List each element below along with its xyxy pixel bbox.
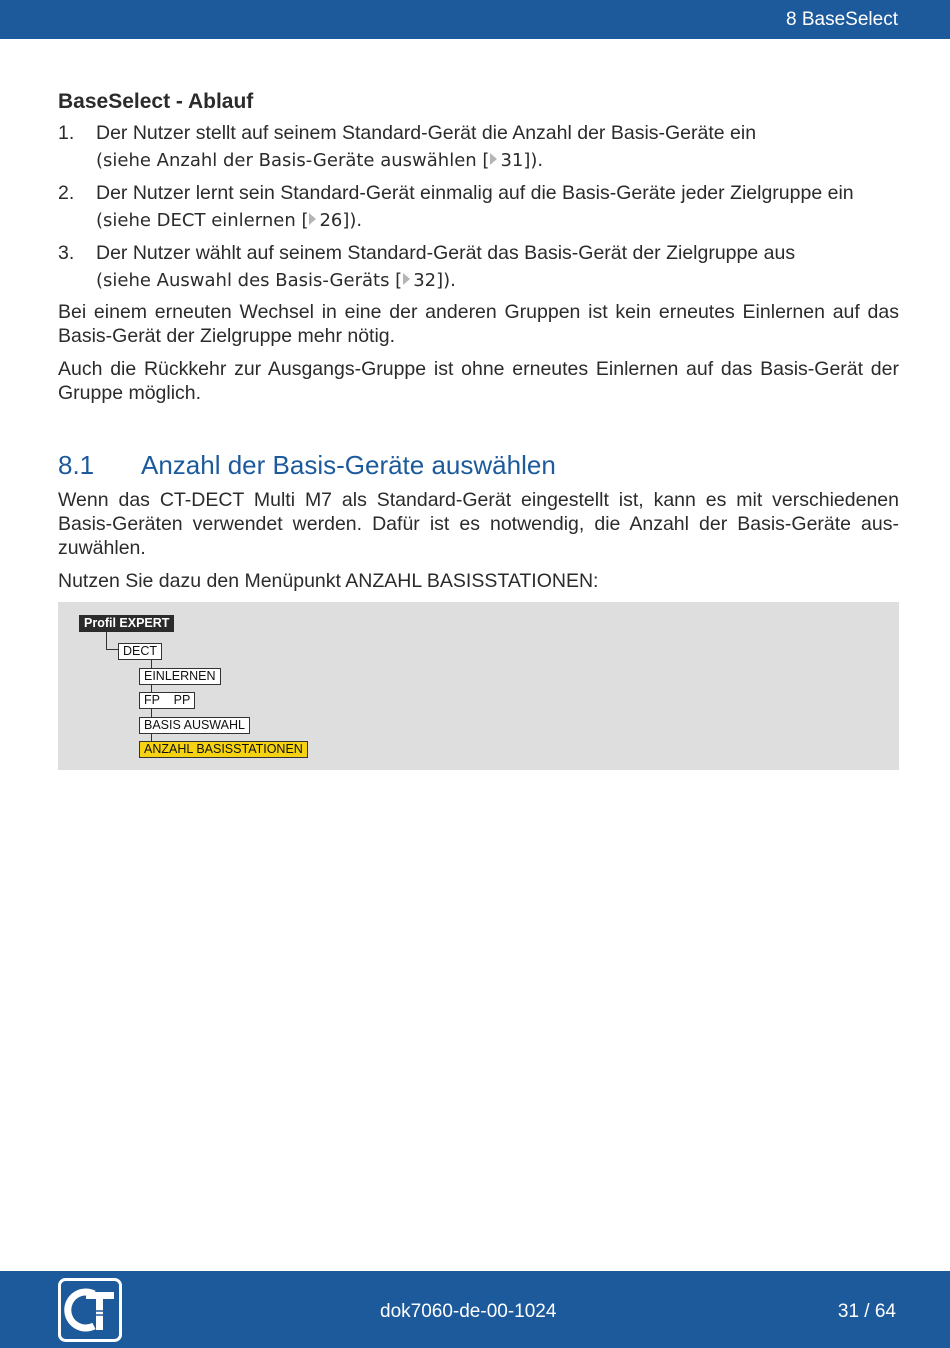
procedure-section [58, 90, 899, 414]
menu-node-root: Profil EXPERT [79, 615, 174, 632]
connector-line [151, 660, 152, 668]
menu-path-diagram [58, 602, 899, 770]
connector-line [151, 734, 152, 741]
reference-close: ]). [436, 270, 456, 291]
step-text: Der Nutzer wählt auf seinem Standard-Gerät das Basis-Gerät der Zielgruppe aus [96, 242, 796, 264]
paragraph: Auch die Rückkehr zur Ausgangs-Gruppe ist ohne erneutes Einlernen auf das Basis-Gerät der Gruppe möglich. [58, 358, 899, 404]
section-number: 8.1 [58, 450, 95, 480]
step-number: 3. [58, 242, 75, 264]
chapter-title: 8 BaseSelect [786, 9, 898, 30]
section-body [58, 488, 899, 602]
page-arrow-icon [309, 213, 316, 225]
reference-label: (siehe Anzahl der Basis-Geräte auswählen [ [96, 150, 490, 171]
step-reference[interactable] [96, 270, 456, 291]
company-logo [58, 1278, 122, 1342]
menu-node-einlernen: EINLERNEN [139, 668, 221, 685]
step-text: Der Nutzer stellt auf seinem Standard-Gerät die Anzahl der Basis-Geräte ein [96, 122, 757, 144]
reference-close: ]). [342, 210, 363, 231]
connector-line [106, 632, 107, 649]
page-arrow-icon [403, 273, 410, 285]
paragraph: Nutzen Sie dazu den Menüpunkt ANZAHL BASISSTATIONEN: [58, 570, 599, 592]
section-heading [58, 450, 556, 481]
reference-label: (siehe DECT einlernen [ [96, 210, 309, 231]
step-text: Der Nutzer lernt sein Standard-Gerät einmalig auf die Basis-Geräte jeder Zielgruppe ein [96, 182, 854, 204]
reference-label: (siehe Auswahl des Basis-Geräts [ [96, 270, 403, 291]
page-number: 31 / 64 [837, 1301, 896, 1322]
reference-page: 32 [413, 270, 437, 291]
menu-node-basis-auswahl: BASIS AUSWAHL [139, 717, 250, 734]
step-item [58, 120, 899, 174]
page-footer [0, 1271, 950, 1348]
menu-node-dect: DECT [118, 643, 162, 660]
reference-close: ]). [523, 150, 544, 171]
section-title: Anzahl der Basis-Geräte auswählen [141, 450, 556, 480]
step-item [58, 180, 899, 234]
step-item [58, 240, 899, 294]
steps-list [58, 120, 899, 294]
connector-line [106, 649, 118, 650]
connector-line [151, 685, 152, 692]
menu-node-anzahl-basisstationen: ANZAHL BASISSTATIONEN [139, 741, 308, 758]
paragraph: Bei einem erneuten Wechsel in eine der anderen Gruppen ist kein erneutes Einlernen auf das Basis-Gerät der Zielgruppe mehr nötig. [58, 301, 899, 347]
page-arrow-icon [490, 153, 497, 165]
reference-page: 26 [319, 210, 343, 231]
step-number: 1. [58, 122, 75, 144]
menu-node-fp-pp: FP PP [139, 692, 195, 709]
connector-line [151, 709, 152, 717]
page-header [0, 0, 950, 39]
reference-page: 31 [500, 150, 524, 171]
step-reference[interactable] [96, 210, 362, 231]
document-id: dok7060-de-00-1024 [380, 1301, 557, 1322]
procedure-heading: BaseSelect - Ablauf [58, 90, 254, 113]
paragraph: Wenn das CT-DECT Multi M7 als Standard-Gerät eingestellt ist, kann es mit verschiedenen Basis-Geräten verwendet werden. Dafür ist es notwendig, die Anzahl der Basis-Geräte auszuwählen. [58, 489, 899, 559]
step-reference[interactable] [96, 150, 543, 171]
step-number: 2. [58, 182, 75, 204]
